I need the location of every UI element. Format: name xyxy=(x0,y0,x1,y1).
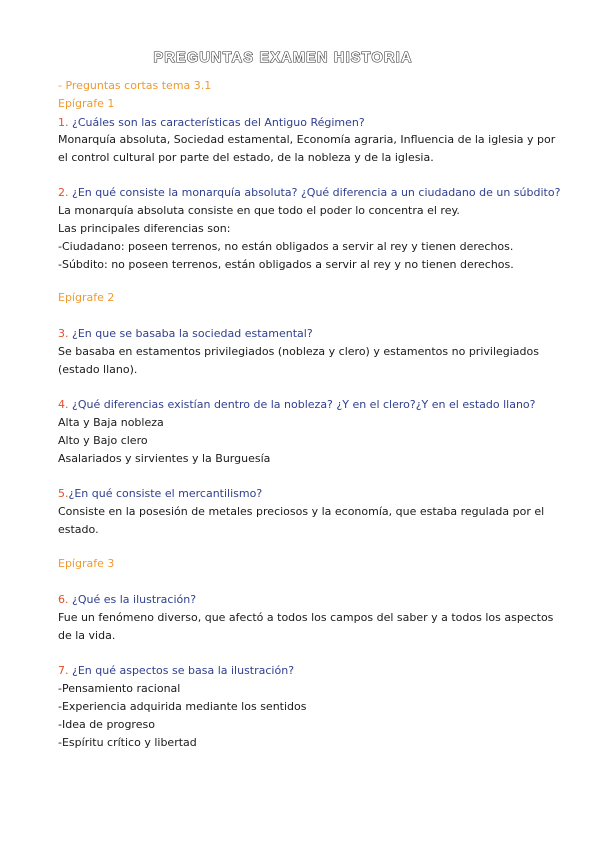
question-2 xyxy=(58,185,560,201)
answer-line: -Experiencia adquirida mediante los sentidos xyxy=(58,700,307,713)
question-text: ¿Cuáles son las características del Antiguo Régimen? xyxy=(68,116,365,129)
question-4 xyxy=(58,397,535,413)
epigrafe-3-heading: Epígrafe 3 xyxy=(58,557,115,570)
answer-line: (estado llano). xyxy=(58,363,138,376)
answer-line: -Súbdito: no poseen terrenos, están obligados a servir al rey y no tienen derechos. xyxy=(58,258,514,271)
answer-line: -Pensamiento racional xyxy=(58,682,181,695)
answer-line: Alto y Bajo clero xyxy=(58,434,148,447)
epigrafe-2-heading: Epígrafe 2 xyxy=(58,291,115,304)
epigrafe-1-heading: Epígrafe 1 xyxy=(58,97,115,110)
question-5 xyxy=(58,486,262,502)
question-text: ¿Qué es la ilustración? xyxy=(68,593,197,606)
question-text: ¿En que se basaba la sociedad estamental? xyxy=(68,327,313,340)
subtitle: - Preguntas cortas tema 3.1 xyxy=(58,79,212,92)
question-number: 2. xyxy=(58,186,69,199)
question-1 xyxy=(58,115,365,131)
answer-line: Consiste en la posesión de metales preciosos y la economía, que estaba regulada por el xyxy=(58,505,545,518)
answer-line: Asalariados y sirvientes y la Burguesía xyxy=(58,452,271,465)
answer-line: Las principales diferencias son: xyxy=(58,222,231,235)
question-number: 7. xyxy=(58,664,69,677)
answer-line: de la vida. xyxy=(58,629,116,642)
answer-line: -Ciudadano: poseen terrenos, no están obligados a servir al rey y tienen derechos. xyxy=(58,240,514,253)
question-text: ¿Qué diferencias existían dentro de la nobleza? ¿Y en el clero?¿Y en el estado llano? xyxy=(68,398,536,411)
answer-line: La monarquía absoluta consiste en que todo el poder lo concentra el rey. xyxy=(58,204,460,217)
answer-line: -Idea de progreso xyxy=(58,718,155,731)
answer-line: Fue un fenómeno diverso, que afectó a todos los campos del saber y a todos los aspectos xyxy=(58,611,554,624)
question-text: ¿En qué aspectos se basa la ilustración? xyxy=(68,664,295,677)
question-3 xyxy=(58,326,313,342)
answer-line: el control cultural por parte del estado, de la nobleza y de la iglesia. xyxy=(58,151,434,164)
answer-line: Se basaba en estamentos privilegiados (nobleza y clero) y estamentos no privilegiados xyxy=(58,345,539,358)
question-number: 5. xyxy=(58,487,69,500)
answer-line: Monarquía absoluta, Sociedad estamental, Economía agraria, Influencia de la iglesia y por xyxy=(58,133,556,146)
question-number: 1. xyxy=(58,116,69,129)
answer-line: Alta y Baja nobleza xyxy=(58,416,164,429)
question-text: ¿En qué consiste el mercantilismo? xyxy=(68,487,263,500)
document-title: PREGUNTAS EXAMEN HISTORIA xyxy=(153,50,413,66)
answer-line: estado. xyxy=(58,523,99,536)
question-7 xyxy=(58,663,294,679)
question-6 xyxy=(58,592,196,608)
question-number: 6. xyxy=(58,593,69,606)
question-number: 4. xyxy=(58,398,69,411)
answer-line: -Espíritu crítico y libertad xyxy=(58,736,197,749)
question-number: 3. xyxy=(58,327,69,340)
question-text: ¿En qué consiste la monarquía absoluta? ¿Qué diferencia a un ciudadano de un súbdito? xyxy=(68,186,561,199)
